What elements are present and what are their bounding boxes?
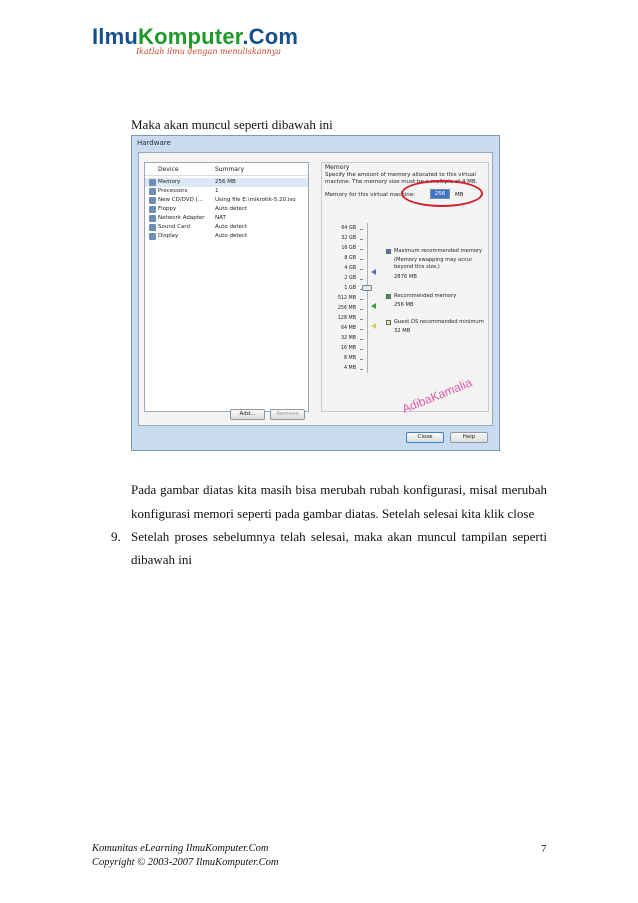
page-number: 7 — [541, 843, 547, 855]
remove-button[interactable]: Remove — [270, 409, 305, 420]
tick-mark — [360, 299, 363, 300]
list-number: 9. — [111, 529, 121, 544]
highlight-circle — [401, 180, 483, 207]
device-row-sound[interactable]: Sound Card Auto detect — [145, 223, 308, 232]
recommended-value: 256 MB — [394, 302, 414, 308]
memory-input[interactable]: 256 — [430, 189, 450, 199]
device-row-network[interactable]: Network Adapter NAT — [145, 214, 308, 223]
memory-panel — [321, 162, 489, 412]
add-button[interactable]: Add... — [230, 409, 265, 420]
tick-mark — [360, 309, 363, 310]
sound-icon — [149, 224, 156, 231]
tick-mark — [360, 279, 363, 280]
cd-icon — [149, 197, 156, 204]
memory-slider-track[interactable] — [367, 223, 368, 373]
tick-label: 16 MB — [340, 346, 356, 351]
memory-icon — [149, 179, 156, 186]
tick-mark — [360, 249, 363, 250]
tick-label: 32 MB — [340, 336, 356, 341]
tick-label: 4 GB — [344, 266, 356, 271]
recommended-marker — [371, 303, 376, 309]
memory-description: Specify the amount of memory allocated to this virtual machine. The memory size must be a multiple of 4 MB. — [325, 172, 478, 185]
help-button[interactable]: Help — [450, 432, 488, 443]
tick-label: 512 MB — [337, 296, 356, 301]
memory-title: Memory — [325, 164, 350, 171]
device-row-cd-dvd[interactable]: New CD/DVD (... Using file E:\mikrotik-5.20.iso — [145, 196, 308, 205]
close-button[interactable]: Close — [406, 432, 444, 443]
guest-minimum-value: 32 MB — [394, 328, 411, 334]
summary-column-header: Summary — [215, 166, 244, 173]
tick-label: 8 GB — [344, 256, 356, 261]
guest-minimum-marker — [371, 323, 376, 329]
network-icon — [149, 215, 156, 222]
device-list[interactable] — [144, 162, 309, 412]
device-row-display[interactable]: Display Auto detect — [145, 232, 308, 241]
device-column-header: Device — [158, 166, 179, 173]
max-recommended-label: Maximum recommended memory — [394, 248, 483, 254]
site-logo — [92, 24, 332, 64]
display-icon — [149, 233, 156, 240]
guest-minimum-legend-icon — [386, 320, 391, 325]
tick-mark — [360, 319, 363, 320]
intro-text: Maka akan muncul seperti dibawah ini — [131, 117, 333, 132]
tick-label: 4 MB — [343, 366, 356, 371]
tick-mark — [360, 239, 363, 240]
watermark-text: AdibaKamalia — [400, 375, 474, 416]
paragraph-line: Pada gambar diatas kita masih bisa merubah rubah konfigurasi, misal merubah — [131, 482, 547, 497]
max-recommended-marker — [371, 269, 376, 275]
tick-mark — [360, 329, 363, 330]
processor-icon — [149, 188, 156, 195]
logo-wordmark: IlmuKomputer.Com — [92, 24, 299, 49]
device-row-floppy[interactable]: Floppy Auto detect — [145, 205, 308, 214]
paragraph-line: konfigurasi memori seperti pada gambar diatas. Setelah selesai kita klik close — [131, 506, 535, 521]
tick-label: 256 MB — [337, 306, 356, 311]
device-row-memory[interactable]: Memory 256 MB — [145, 178, 308, 187]
tick-label: 16 GB — [341, 246, 356, 251]
dialog-body — [138, 152, 493, 426]
memory-input-label: Memory for this virtual machine: — [325, 192, 416, 198]
logo-tagline: Ikatlah ilmu dengan menuliskannya — [136, 47, 282, 56]
tick-mark — [360, 259, 363, 260]
tick-mark — [360, 229, 363, 230]
device-row-processors[interactable]: Processors 1 — [145, 187, 308, 196]
tick-mark — [360, 339, 363, 340]
tick-label: 64 MB — [340, 326, 356, 331]
max-recommended-legend-icon — [386, 249, 391, 254]
max-recommended-note: (Memory swapping may occur beyond this size.) — [394, 257, 473, 270]
max-recommended-value: 2876 MB — [394, 274, 417, 280]
footer-community: Komunitas eLearning IlmuKomputer.Com — [92, 843, 269, 854]
memory-slider-thumb[interactable] — [362, 285, 372, 291]
tick-mark — [360, 359, 363, 360]
guest-minimum-label: Guest OS recommended minimum — [394, 319, 484, 325]
tick-label: 64 GB — [341, 226, 356, 231]
footer-copyright: Copyright © 2003-2007 IlmuKomputer.Com — [92, 857, 279, 868]
dialog-title: Hardware — [137, 139, 171, 147]
hardware-dialog-screenshot — [131, 135, 500, 451]
memory-unit: MB — [455, 192, 464, 198]
tick-mark — [360, 289, 363, 290]
recommended-label: Recommended memory — [394, 293, 457, 299]
list-item-line: Setelah proses sebelumnya telah selesai, maka akan muncul tampilan seperti — [131, 529, 547, 544]
recommended-legend-icon — [386, 294, 391, 299]
list-item-line: dibawah ini — [131, 552, 193, 567]
tick-mark — [360, 269, 363, 270]
tick-mark — [360, 369, 363, 370]
tick-label: 128 MB — [337, 316, 356, 321]
tick-mark — [360, 349, 363, 350]
device-list-header — [145, 163, 308, 176]
tick-label: 2 GB — [344, 276, 356, 281]
tick-label: 32 GB — [341, 236, 356, 241]
tick-label: 8 MB — [343, 356, 356, 361]
floppy-icon — [149, 206, 156, 213]
tick-label: 1 GB — [344, 286, 356, 291]
